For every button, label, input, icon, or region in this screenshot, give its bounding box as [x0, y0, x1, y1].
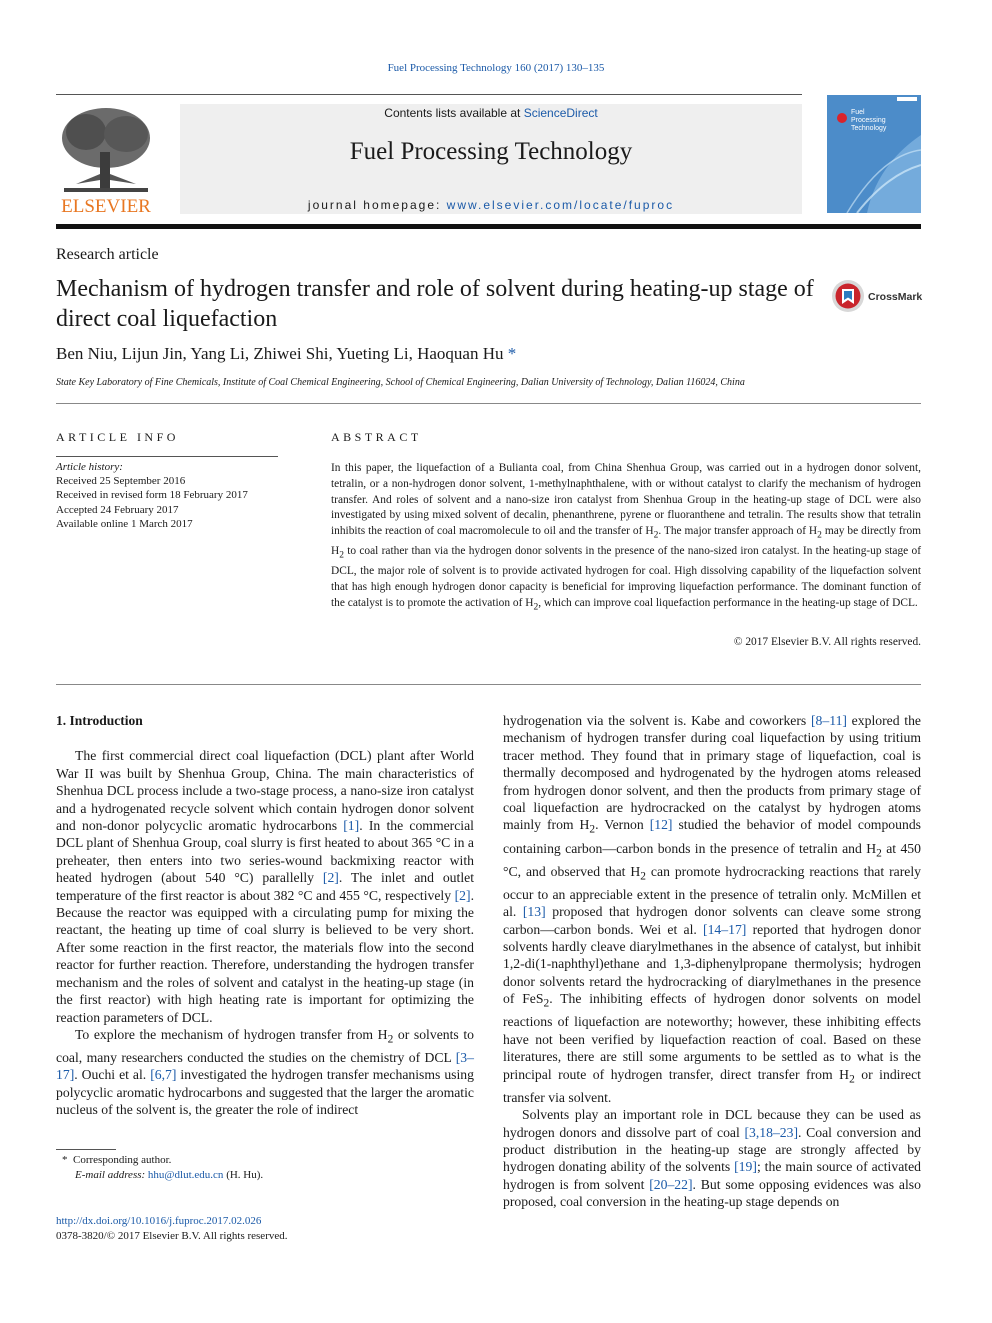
citation-link[interactable]: [6,7] [150, 1067, 177, 1083]
email-link[interactable]: hhu@dlut.edu.cn [147, 1169, 224, 1181]
revised-date: Received in revised form 18 February 2017 [56, 489, 248, 502]
elsevier-wordmark: ELSEVIER [61, 196, 151, 214]
citation-link[interactable]: [3–17] [56, 1050, 474, 1083]
corresponding-author-mark[interactable]: * [507, 344, 517, 363]
homepage-link[interactable]: www.elsevier.com/locate/fuproc [446, 198, 675, 212]
body-column-right [503, 712, 921, 1211]
author-names: Ben Niu, Lijun Jin, Yang Li, Zhiwei Shi, Yueting Li, Haoquan Hu [56, 344, 504, 363]
section-heading: 1. Introduction [56, 713, 143, 728]
cover-title-line-1: Fuel [851, 109, 865, 116]
journal-citation[interactable]: Fuel Processing Technology 160 (2017) 130–135 [387, 62, 605, 74]
body-paragraph: Solvents play an important role in DCL because they can be used as hydrogen donors and dissolve part of coal [3,18–23]. Coal conversion and product distribution in the heating-up stage are strongly affected by hydrogen donating ability of the solvents [19]; the main source of activated hydrogen is from solvent [20–22]. But some opposing evidences was also proposed, coal conversion in the heating-up stage depends on [503, 1107, 922, 1210]
abstract-text: In this paper, the liquefaction of a Bulianta coal, from China Shenhua Group, was carried out in a hydrogen donor solvent, tetralin, or a non-hydrogen donor solvent, 1-methylnaphthalene, with or without catalyst to clarify the mechanism of hydrogen transfer. And roles of solvent and a nano-size iron catalyst from Shenhua Group in the heating-up stage of DCL were also investigated by using mixed solvent of decalin, phenanthrene, pyrene or fluoranthene and tetralin. The results show that tetralin inhibits the reaction of coal macromolecule to oil and the transfer of $H_2$. The major transfer approach of $H_2$ may be directly from $H_2$ to coal rather than via the hydrogen donor solvents in the presence of the nano-sized iron catalyst. In the heating-up stage of DCL, the major role of solvent is to provide activated hydrogen for coal. High dissolving capability of the liquefaction solvent that has high enough hydrogen donor capacity is beneficial for improving liquefaction performance. The dominant function of the catalyst is to promote the activation of $H_2$, which can improve coal liquefaction performance in the heating-up stage of DCL. [331, 462, 922, 613]
article-type: Research article [56, 246, 159, 263]
accepted-date: Accepted 24 February 2017 [56, 503, 179, 516]
contents-line [180, 106, 802, 120]
divider [56, 403, 921, 404]
body-paragraph: The first commercial direct coal liquefaction (DCL) plant after World War II was built by Shenhua Group, China. The main characteristics of Shenhua DCL process include a two-stage process, a nano-size iron catalyst and a hydrogenated recycle solvent which contain hydrogen donor solvent and non-donor polycyclic aromatic hydrocarbons [1]. In the commercial DCL plant of Shenhua Group, coal slurry is first heated to about 365 °C in a preheater, then enters into two series-wound backmixing reactor with heated hydrogen (about 540 °C) parallelly [2]. The inlet and outlet temperature of the first reactor is about 382 °C and 455 °C, respectively [2]. Because the reactor was equipped with a circulating pump for mixing the reactant, the heating up time of coal slurry is believed to be very short. After some reaction in the first reactor, the materials flow into the second reactor for further reaction. Therefore, understanding the hydrogen transfer mechanism and the roles of solvent and catalyst in the heating-up stage (in the first reactor) with high heating rate is important for optimizing the reaction parameters of DCL. [56, 748, 474, 1025]
header-thick-rule [56, 224, 921, 229]
cover-title-line-3: Technology [851, 125, 887, 132]
contents-prefix: Contents lists available at [384, 106, 524, 120]
footnote-corresponding [62, 1153, 263, 1168]
sciencedirect-link[interactable]: ScienceDirect [523, 106, 598, 120]
article-title: Mechanism of hydrogen transfer and role of solvent during heating-up stage of direct coal liquefaction [56, 276, 814, 332]
abstract-heading: ABSTRACT [331, 430, 422, 444]
article-info-rule [56, 456, 278, 457]
body-column-left [56, 712, 474, 1119]
author-list [56, 344, 516, 364]
citation-link[interactable]: [12] [649, 817, 673, 833]
homepage-prefix: journal homepage: [307, 198, 447, 212]
history-label: Article history: [56, 461, 123, 473]
homepage-line [180, 198, 802, 212]
header-top-rule [56, 94, 802, 95]
journal-header-band [180, 104, 802, 214]
citation-link[interactable]: [2] [322, 870, 339, 886]
footnote-rule [56, 1149, 116, 1150]
doi-link[interactable]: http://dx.doi.org/10.1016/j.fuproc.2017.02.026 [56, 1215, 262, 1227]
body-paragraph: To explore the mechanism of hydrogen transfer from $H_2$ or solvents to coal, many researchers conducted the studies on the chemistry of DCL [3–17]. Ouchi et al. [6,7] investigated the hydrogen transfer mechanisms using polycyclic aromatic hydrocarbons and suggested that the larger the aromatic nucleus of the solvent is, the greater the role of indirect [56, 1026, 475, 1118]
citation-link[interactable]: [3,18–23] [744, 1124, 799, 1140]
received-date: Received 25 September 2016 [56, 475, 186, 488]
citation-link[interactable]: [20–22] [649, 1176, 693, 1192]
journal-name[interactable]: Fuel Processing Technology [349, 138, 633, 165]
footnote-star: * [62, 1154, 68, 1166]
issn-line: 0378-3820/© 2017 Elsevier B.V. All rights reserved. [56, 1230, 288, 1242]
footnotes [62, 1153, 263, 1183]
doi-block [56, 1214, 288, 1244]
email-label: E-mail address: [75, 1169, 146, 1181]
citation-link[interactable]: [2] [454, 887, 471, 903]
crossmark-label: CrossMark [868, 291, 923, 303]
corresponding-label: Corresponding author. [73, 1154, 172, 1166]
abstract-copyright: © 2017 Elsevier B.V. All rights reserved. [733, 636, 921, 648]
elsevier-tree-icon [56, 104, 156, 214]
crossmark-badge[interactable] [831, 279, 926, 313]
cover-title-line-2: Processing [851, 117, 886, 124]
cover-logo-icon [837, 113, 847, 123]
citation-link[interactable]: [14–17] [703, 921, 747, 937]
citation-link[interactable]: [1] [343, 818, 360, 834]
online-date: Available online 1 March 2017 [56, 517, 193, 530]
crossmark-icon [831, 279, 926, 313]
footnote-email [62, 1168, 263, 1183]
divider [56, 684, 921, 685]
elsevier-logo[interactable] [56, 104, 156, 214]
journal-cover-thumbnail[interactable] [827, 95, 921, 213]
affiliation: State Key Laboratory of Fine Chemicals, Institute of Coal Chemical Engineering, School of Chemical Engineering, Dalian University of Technology, Dalian 116024, China [56, 377, 745, 388]
citation-link[interactable]: [8–11] [810, 713, 847, 728]
email-suffix: (H. Hu). [223, 1169, 264, 1181]
cover-image [827, 95, 921, 213]
citation-link[interactable]: [13] [522, 904, 546, 920]
article-info-heading: ARTICLE INFO [56, 430, 179, 444]
citation-link[interactable]: [19] [734, 1159, 757, 1175]
body-paragraph: hydrogenation via the solvent is. Kabe and coworkers [8–11] explored the mechanism of hydrogen transfer during coal liquefaction by using tritium tracer method. They found that in primary stage of liquefaction, coal is thermally decomposed and hydrogenated by the hydrogen atoms released from hydrogen donor solvent, and then the products from primary stage of coal liquefaction are hydrocracked on the catalyst by hydrogen atoms mainly from $H_2$. Vernon [12] studied the behavior of model compounds containing carbon—carbon bonds in the presence of tetralin and $H_2$ at 450 °C, and observed that $H_2$ can promote hydrocracking reactions that rarely occur to an appreciable extent in the presence of tetralin only. McMillen et al. [13] proposed that hydrogen donor solvents can cleave some strong carbon—carbon bonds. Wei et al. [14–17] reported that hydrogen donor solvents hardly cleave diarylmethanes in the absence of catalyst, but inhibit 1,2-di(1-naphthyl)ethane and 1,3-diphenylpropane thermolysis; hydrogen donor solvents retard the hydrocracking of diarylmethanes in the presence of FeS$_2$. The inhibiting effects of hydrogen donor solvents on model reactions of liquefaction are noteworthy; however, these inhibiting effects have not been verified by liquefaction reaction of coal. Based on these literatures, there are still some arguments to be settled as to what is the principal route of hydrogen transfer, direct transfer from $H_2$ or indirect transfer via solvent. [503, 713, 922, 1105]
article-history [56, 460, 248, 531]
